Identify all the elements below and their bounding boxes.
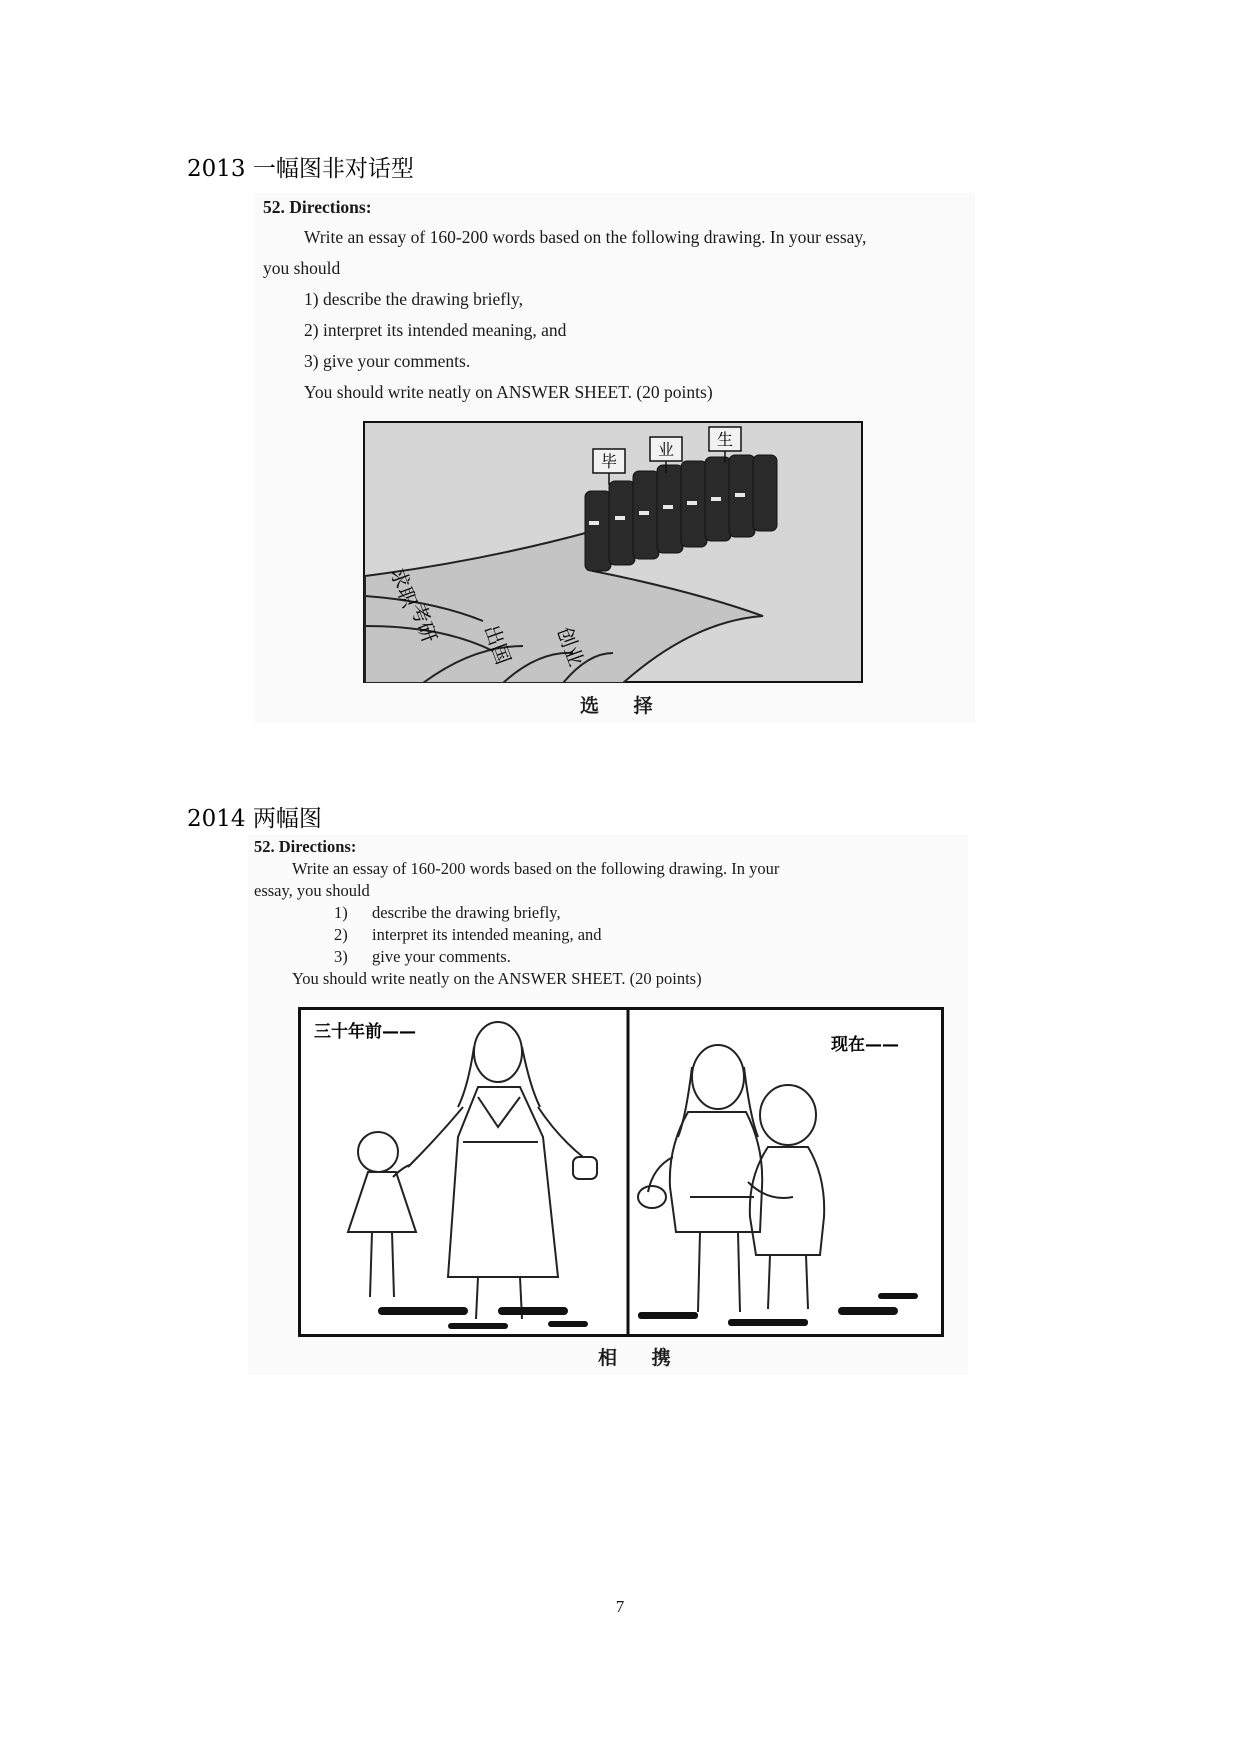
graduates-choice-cartoon <box>363 421 863 683</box>
mother-daughter-cartoon <box>298 1007 944 1337</box>
directions-line: Write an essay of 160-200 words based on the following drawing. In your essay, <box>304 227 867 247</box>
directions-item: give your comments. <box>372 947 511 966</box>
heading-2013: 2013 一幅图非对话型 <box>187 156 414 182</box>
directions-item-number: 1) <box>334 903 348 922</box>
panel-label-then: 三十年前—— <box>314 1022 416 1042</box>
panel-label-now: 现在—— <box>831 1035 899 1055</box>
path-label: 出国 <box>479 621 516 668</box>
cartoon-caption: 相 携 <box>598 1347 685 1369</box>
directions-item: 3) give your comments. <box>304 351 471 371</box>
sign-text: 业 <box>657 440 675 459</box>
directions-closing: You should write neatly on the ANSWER SHEET. (20 points) <box>292 969 702 988</box>
directions-line: essay, you should <box>254 881 370 900</box>
directions-line: Write an essay of 160-200 words based on the following drawing. In your <box>292 859 780 878</box>
path-label: 求职 <box>385 564 422 611</box>
question-2013-scan <box>255 193 975 723</box>
directions-line: you should <box>263 258 341 278</box>
directions-title: 52. Directions: <box>254 837 357 856</box>
sign-text: 生 <box>716 430 734 449</box>
directions-item: describe the drawing briefly, <box>372 903 561 922</box>
path-label: 创业 <box>552 623 589 670</box>
directions-item-number: 2) <box>334 925 348 944</box>
sign-text: 毕 <box>600 452 618 471</box>
page-number: 7 <box>615 1597 625 1616</box>
directions-item: interpret its intended meaning, and <box>372 925 602 944</box>
directions-closing: You should write neatly on ANSWER SHEET. (20 points) <box>304 382 713 402</box>
question-2014-scan <box>248 835 968 1375</box>
directions-item: 1) describe the drawing briefly, <box>304 289 523 309</box>
directions-title: 52. Directions: <box>263 197 372 217</box>
cartoon-caption: 选 择 <box>580 695 667 717</box>
path-label: 考研 <box>405 599 442 646</box>
heading-2014: 2014 两幅图 <box>187 806 322 832</box>
directions-item-number: 3) <box>334 947 348 966</box>
directions-item: 2) interpret its intended meaning, and <box>304 320 567 340</box>
